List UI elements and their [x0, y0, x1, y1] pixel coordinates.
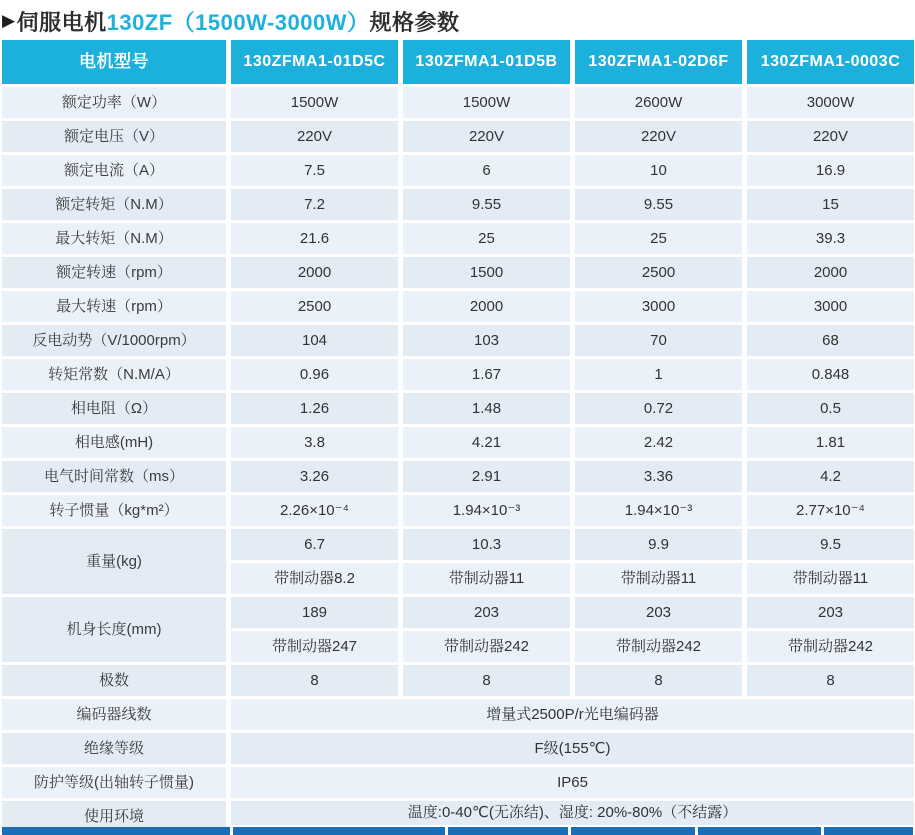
- cell-value: 4.21: [403, 427, 570, 458]
- spec-row: [2, 189, 914, 220]
- spec-row: [2, 665, 914, 696]
- bar-divider: [230, 827, 233, 835]
- cell-value: 6.7: [231, 529, 398, 560]
- row-label: 额定转速（rpm）: [2, 257, 226, 288]
- cell-value: 1.81: [747, 427, 914, 458]
- cell-value: 3.8: [231, 427, 398, 458]
- row-label: 转子惯量（kg*m²）: [2, 495, 226, 526]
- cell-value: 1500W: [403, 87, 570, 118]
- cell-value: 2000: [747, 257, 914, 288]
- spec-row: [2, 393, 914, 424]
- cell-value: 2.26×10⁻⁴: [231, 495, 398, 526]
- cell-value: 220V: [403, 121, 570, 152]
- cell-value: 带制动器8.2: [231, 563, 398, 594]
- cell-value: 带制动器242: [747, 631, 914, 662]
- cell-value: 带制动器11: [575, 563, 742, 594]
- cell-value: 带制动器242: [403, 631, 570, 662]
- cell-value: 2500: [231, 291, 398, 322]
- row-label: 转矩常数（N.M/A）: [2, 359, 226, 390]
- cell-value: 3000: [575, 291, 742, 322]
- row-label: 编码器线数: [2, 699, 226, 730]
- row-label: 防护等级(出轴转子惯量): [2, 767, 226, 798]
- sub-row-top: [231, 597, 914, 628]
- cell-value: 0.848: [747, 359, 914, 390]
- row-label: 极数: [2, 665, 226, 696]
- cell-value: 带制动器247: [231, 631, 398, 662]
- row-label: 绝缘等级: [2, 733, 226, 764]
- title-prefix: 伺服电机: [16, 9, 107, 35]
- spec-row: [2, 461, 914, 492]
- header-model-cell: 130ZFMA1-01D5C: [231, 40, 398, 84]
- spec-row: [2, 359, 914, 390]
- cell-value: 0.5: [747, 393, 914, 424]
- next-table-bar: [2, 827, 913, 835]
- cell-value: 70: [575, 325, 742, 356]
- cell-value: 104: [231, 325, 398, 356]
- cell-value: 1500W: [231, 87, 398, 118]
- cell-value: 7.2: [231, 189, 398, 220]
- cell-value: 3.26: [231, 461, 398, 492]
- sub-rows: [231, 597, 914, 662]
- cell-value: 8: [575, 665, 742, 696]
- cell-value: 21.6: [231, 223, 398, 254]
- span-value: IP65: [231, 767, 914, 798]
- cell-value: 2000: [403, 291, 570, 322]
- title-suffix: 规格参数: [369, 9, 460, 35]
- sub-row-top: [231, 529, 914, 560]
- cell-value: 带制动器11: [747, 563, 914, 594]
- cell-value: 1.48: [403, 393, 570, 424]
- row-label: 机身长度(mm): [2, 597, 226, 662]
- cell-value: 0.96: [231, 359, 398, 390]
- row-label: 电气时间常数（ms）: [2, 461, 226, 492]
- cell-value: 68: [747, 325, 914, 356]
- row-label: 额定功率（W）: [2, 87, 226, 118]
- cell-value: 3000W: [747, 87, 914, 118]
- cell-value: 220V: [231, 121, 398, 152]
- cell-value: 1.94×10⁻³: [575, 495, 742, 526]
- cell-value: 1: [575, 359, 742, 390]
- spec-row-group: [2, 597, 914, 662]
- spec-row: [2, 427, 914, 458]
- row-label: 额定转矩（N.M）: [2, 189, 226, 220]
- bar-divider: [695, 827, 698, 835]
- cell-value: 10.3: [403, 529, 570, 560]
- cell-value: 1500: [403, 257, 570, 288]
- cell-value: 2.91: [403, 461, 570, 492]
- cell-value: 9.55: [403, 189, 570, 220]
- header-model-cell: 130ZFMA1-0003C: [747, 40, 914, 84]
- sub-rows: [231, 529, 914, 594]
- cell-value: 2000: [231, 257, 398, 288]
- cell-value: 15: [747, 189, 914, 220]
- row-label: 使用环境: [2, 801, 226, 832]
- spec-row: [2, 223, 914, 254]
- spec-row: [2, 291, 914, 322]
- cell-value: 25: [575, 223, 742, 254]
- spec-row: [2, 325, 914, 356]
- cell-value: 25: [403, 223, 570, 254]
- cell-value: 2.42: [575, 427, 742, 458]
- sub-row-bottom: [231, 631, 914, 662]
- row-label: 反电动势（V/1000rpm）: [2, 325, 226, 356]
- cell-value: 4.2: [747, 461, 914, 492]
- table-header-row: [2, 40, 914, 84]
- spec-table: [2, 40, 914, 832]
- cell-value: 1.67: [403, 359, 570, 390]
- bar-divider: [445, 827, 448, 835]
- cell-value: 2.77×10⁻⁴: [747, 495, 914, 526]
- cell-value: 3000: [747, 291, 914, 322]
- cell-value: 16.9: [747, 155, 914, 186]
- cell-value: 220V: [747, 121, 914, 152]
- spec-row: [2, 733, 914, 764]
- spec-row: [2, 155, 914, 186]
- cell-value: 0.72: [575, 393, 742, 424]
- cell-value: 8: [231, 665, 398, 696]
- cell-value: 9.5: [747, 529, 914, 560]
- cell-value: 39.3: [747, 223, 914, 254]
- cell-value: 6: [403, 155, 570, 186]
- cell-value: 9.55: [575, 189, 742, 220]
- cell-value: 203: [403, 597, 570, 628]
- sub-row-bottom: [231, 563, 914, 594]
- cell-value: 带制动器242: [575, 631, 742, 662]
- spec-row: [2, 495, 914, 526]
- cell-value: 1.94×10⁻³: [403, 495, 570, 526]
- span-value: 温度:0-40℃(无冻结)、湿度: 20%-80%（不结露）: [231, 801, 914, 825]
- cell-value: 2500: [575, 257, 742, 288]
- cell-value: 8: [403, 665, 570, 696]
- cell-value: 103: [403, 325, 570, 356]
- spec-row: [2, 699, 914, 730]
- row-label: 额定电压（V）: [2, 121, 226, 152]
- cell-value: 带制动器11: [403, 563, 570, 594]
- spec-row-group: [2, 529, 914, 594]
- cell-value: 189: [231, 597, 398, 628]
- cell-value: 9.9: [575, 529, 742, 560]
- header-model-cell: 130ZFMA1-02D6F: [575, 40, 742, 84]
- row-label: 额定电流（A）: [2, 155, 226, 186]
- cell-value: 2600W: [575, 87, 742, 118]
- title-model-range: 130ZF（1500W-3000W）: [106, 9, 370, 35]
- page-title: [2, 4, 460, 38]
- cell-value: 10: [575, 155, 742, 186]
- spec-row: [2, 121, 914, 152]
- row-label: 最大转矩（N.M）: [2, 223, 226, 254]
- bar-divider: [821, 827, 824, 835]
- cell-value: 8: [747, 665, 914, 696]
- cell-value: 203: [575, 597, 742, 628]
- triangle-bullet-icon: ▶: [2, 11, 16, 30]
- spec-row: [2, 87, 914, 118]
- span-value: 增量式2500P/r光电编码器: [231, 699, 914, 730]
- cell-value: 3.36: [575, 461, 742, 492]
- span-value: F级(155℃): [231, 733, 914, 764]
- row-label: 重量(kg): [2, 529, 226, 594]
- cell-value: 1.26: [231, 393, 398, 424]
- bar-divider: [568, 827, 571, 835]
- header-model-cell: 130ZFMA1-01D5B: [403, 40, 570, 84]
- row-label: 相电感(mH): [2, 427, 226, 458]
- spec-row: [2, 767, 914, 798]
- row-label: 相电阻（Ω）: [2, 393, 226, 424]
- cell-value: 203: [747, 597, 914, 628]
- header-label-cell: 电机型号: [2, 40, 226, 84]
- row-label: 最大转速（rpm）: [2, 291, 226, 322]
- cell-value: 7.5: [231, 155, 398, 186]
- spec-row: [2, 257, 914, 288]
- cell-value: 220V: [575, 121, 742, 152]
